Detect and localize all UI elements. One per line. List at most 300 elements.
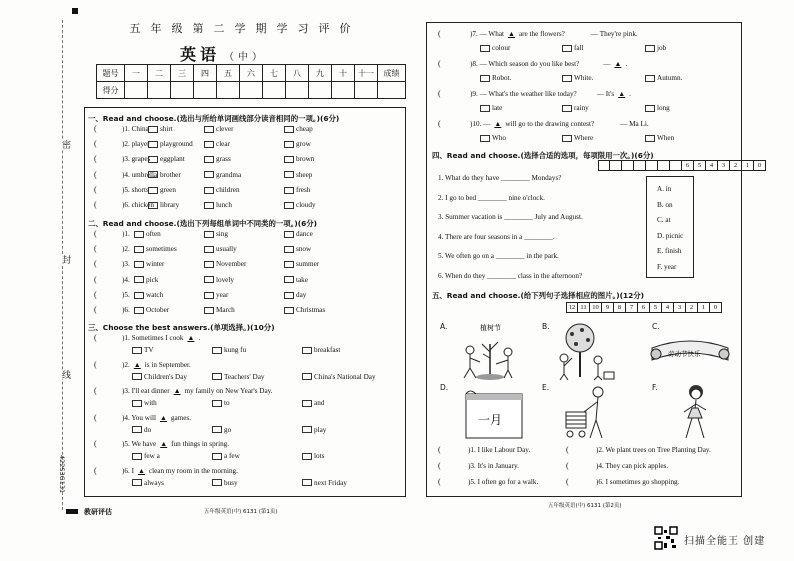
question-text-tail: — Ma Li. <box>620 120 649 128</box>
score-grid-cell: 2 <box>686 302 698 313</box>
sec2-title: 二、Read and choose.(选出下列每组单词中不同类的一项。)(6分) <box>88 219 318 228</box>
option-letter-c <box>645 75 655 82</box>
tree-planting-picture <box>452 322 522 382</box>
option-letter-a <box>134 261 144 268</box>
option-letter-b <box>204 307 214 314</box>
option-text: few a <box>144 452 160 460</box>
answer-blank-marker: ▲ <box>187 334 195 342</box>
answer-paren: ( <box>94 412 97 422</box>
option-letter-a <box>134 231 144 238</box>
option-letter-b <box>204 202 214 209</box>
option-letter-a <box>132 426 142 433</box>
option-b <box>204 140 230 150</box>
option-c <box>302 399 324 407</box>
option-b <box>204 201 232 211</box>
option-c <box>302 426 326 434</box>
option-text: dance <box>296 230 313 238</box>
score-header-cell: 六 <box>240 65 263 82</box>
option-letter-b <box>212 479 222 486</box>
option-letter-c <box>302 479 312 486</box>
score-header-cell: 九 <box>309 65 332 82</box>
option-letter-a <box>132 479 142 486</box>
pic-c-caption: 劳动节快乐 <box>668 350 701 358</box>
options-line <box>132 399 392 409</box>
question-text: )3. <box>122 260 130 269</box>
option-text: lots <box>314 452 325 460</box>
option-text: usually <box>216 245 237 254</box>
question-text: )9. — What's the weather like today? <box>470 90 577 98</box>
option-b <box>212 346 246 354</box>
pic-label-f: F. <box>652 383 658 392</box>
pic-a-caption: 植树节 <box>480 324 501 332</box>
option-letter-b <box>204 171 214 178</box>
option-letter-a <box>148 141 158 148</box>
score-grid-cell: 3 <box>718 160 730 171</box>
option-letter-b <box>204 276 214 283</box>
option-letter-b <box>562 45 572 52</box>
option-letter-a <box>480 75 490 82</box>
option-text: lunch <box>216 201 232 209</box>
score-grid-cell: 5 <box>694 160 706 171</box>
fill-blank-sentence: 1. What do they have ________ Mondays? <box>438 174 562 182</box>
option-text: library <box>160 201 180 209</box>
pic-label-b: B. <box>542 322 550 331</box>
answer-paren: ( <box>94 465 97 475</box>
question-text: )7. — What <box>470 30 505 38</box>
answer-blank-marker: ▲ <box>160 440 168 448</box>
score-blank-cell <box>171 82 194 99</box>
option-c <box>284 171 312 181</box>
score-row-label: 得分 <box>97 82 125 99</box>
question-text: )1. <box>122 230 130 238</box>
option-letter-a <box>480 135 490 142</box>
score-blank-cell <box>286 82 309 99</box>
corner-mark <box>72 8 78 14</box>
question-text: )2. <box>122 245 130 254</box>
exam-title: 五年级第二学期学习评价 <box>129 22 361 35</box>
answer-paren: ( <box>438 445 441 454</box>
answer-paren: ( <box>94 154 97 164</box>
fill-blank-sentence: 4. There are four seasons in a ________. <box>438 232 555 241</box>
answer-paren: ( <box>94 229 97 238</box>
question-text-mid: — <box>603 60 611 68</box>
score-grid-cell: 8 <box>614 302 626 313</box>
answer-paren: ( <box>438 59 441 68</box>
option-a <box>134 245 177 255</box>
question-line <box>122 361 191 371</box>
option-text: sometimes <box>146 245 177 254</box>
option-b <box>562 104 589 114</box>
answer-paren: ( <box>566 445 569 454</box>
pic-d-caption: 一月 <box>478 413 503 427</box>
option-text: kung fu <box>224 346 247 354</box>
option-a <box>148 171 181 181</box>
pic-label-d: D. <box>440 383 449 392</box>
score-grid-cell: 12 <box>566 302 578 313</box>
answer-blank-marker: ▲ <box>137 466 145 475</box>
footer-left-page: 五年级英语(中) 6131 (第1页) <box>204 509 278 515</box>
option-text: snow <box>296 245 312 254</box>
score-grid-cell: 5 <box>650 302 662 313</box>
score-blank-cell <box>309 82 332 99</box>
option-c <box>302 479 347 487</box>
option-c <box>284 291 306 301</box>
option-letter-b <box>212 373 222 380</box>
score-blank-cell <box>125 82 148 99</box>
score-grid-cell: 4 <box>706 160 718 171</box>
option-text: March <box>216 306 235 314</box>
option-text: brown <box>296 155 315 164</box>
question-text-tail: . <box>629 90 631 98</box>
sec3-title: 三、Choose the best answers.(单项选择。)(10分) <box>88 323 275 332</box>
question-text: )5. We have <box>122 440 157 448</box>
option-b <box>204 291 228 301</box>
question-line <box>122 334 200 344</box>
option-text: brother <box>160 170 181 179</box>
score-grid-cell: 9 <box>602 302 614 313</box>
question-number <box>122 186 149 196</box>
option-text: play <box>314 425 327 434</box>
question-text: )4. <box>122 275 130 284</box>
question-number <box>122 245 130 255</box>
match-sentence: )3. It's in January. <box>468 462 519 470</box>
option-letter-c <box>284 171 294 178</box>
option-letter-c <box>302 373 312 380</box>
question-line <box>470 60 627 70</box>
option-text: Autumn. <box>657 74 683 82</box>
option-text: winter <box>146 260 165 269</box>
option-letter-b <box>204 156 214 163</box>
score-grid-cell: 11 <box>578 302 590 313</box>
question-line <box>470 30 638 40</box>
question-line <box>122 467 238 477</box>
binding-line <box>62 20 63 510</box>
pic-label-c: C. <box>652 322 660 331</box>
option-text: often <box>146 230 161 238</box>
option-a <box>134 260 164 270</box>
score-grid-cell <box>598 160 610 171</box>
section-5-score-grid <box>566 302 722 313</box>
option-c <box>302 452 324 460</box>
option-text: day <box>296 290 307 299</box>
shopping-picture <box>560 382 620 442</box>
option-letter-a <box>480 45 490 52</box>
fill-blank-sentence: 5. We often go on a ________ in the park. <box>438 252 559 260</box>
option-a <box>480 74 511 84</box>
option-c <box>284 201 316 211</box>
option-text: job <box>657 44 667 52</box>
word-option: D. picnic <box>657 231 684 240</box>
option-letter-b <box>204 126 214 133</box>
score-grid-cell: 3 <box>674 302 686 313</box>
option-text: November <box>216 260 247 269</box>
fill-blank-sentence: 2. I go to bed ________ nine o'clock. <box>438 193 545 202</box>
sec1-title: 一、Read and choose.(选出与所给单词画线部分读音相同的一项。)(6分) <box>88 114 340 123</box>
option-text: clear <box>216 140 230 149</box>
option-a <box>132 399 157 407</box>
option-text: Robot. <box>492 74 512 82</box>
answer-paren: ( <box>94 124 97 133</box>
question-line <box>470 90 631 100</box>
option-letter-c <box>645 45 655 52</box>
score-grid-cell: 7 <box>626 302 638 313</box>
score-blank-cell <box>378 82 406 99</box>
answer-paren: ( <box>438 477 441 486</box>
option-b <box>562 44 584 54</box>
score-grid-cell: 6 <box>638 302 650 313</box>
word-option: F. year <box>657 262 677 271</box>
option-c <box>284 276 308 286</box>
question-text-tail: my family on New Year's Day. <box>184 387 273 395</box>
option-letter-b <box>204 141 214 148</box>
answer-paren: ( <box>438 89 441 98</box>
answer-paren: ( <box>94 439 97 448</box>
option-letter-b <box>204 261 214 268</box>
score-header-cell: 十 <box>332 65 355 82</box>
question-text: )6. chicken <box>122 201 154 209</box>
answer-blank-marker: ▲ <box>618 90 626 98</box>
subject-title: 英语 （中） <box>180 45 267 64</box>
question-text-mid: are the flowers? <box>518 30 565 38</box>
question-text: )6. <box>122 306 130 314</box>
answer-paren: ( <box>94 200 97 209</box>
section-4-score-grid <box>598 160 766 171</box>
option-letter-c <box>284 141 294 148</box>
option-a <box>132 426 151 434</box>
score-header-cell: 成绩 <box>378 65 406 82</box>
option-letter-a <box>132 453 142 460</box>
option-text: Teachers' Day <box>224 372 265 381</box>
option-letter-a <box>148 202 158 209</box>
option-letter-b <box>562 135 572 142</box>
option-a <box>134 306 169 316</box>
answer-paren: ( <box>94 184 97 194</box>
question-line <box>122 387 273 397</box>
option-letter-b <box>212 453 222 460</box>
qr-code-icon <box>654 526 678 550</box>
option-letter-b <box>562 75 572 82</box>
question-text-mid: will go to the drawing contest? <box>505 120 595 128</box>
option-text: Where <box>574 134 594 142</box>
section-4-title: 四、Read and choose.(选择合适的选项，每项限用一次。)(6分) <box>432 151 654 160</box>
question-text: )4. You will <box>122 413 156 422</box>
option-text: year <box>216 290 229 299</box>
question-text: )8. — Which season do you like best? <box>470 60 580 68</box>
option-letter-c <box>645 105 655 112</box>
answer-blank-marker: ▲ <box>508 30 515 38</box>
answer-paren: ( <box>94 305 97 314</box>
option-b <box>212 426 231 434</box>
option-text: White. <box>574 74 594 82</box>
option-c <box>645 44 666 54</box>
answer-paren: ( <box>94 274 97 284</box>
answer-blank-marker: ▲ <box>173 387 181 395</box>
question-text: )5. shorts <box>122 185 149 194</box>
calendar-picture <box>460 386 532 442</box>
question-text: )3. I'll eat dinner <box>122 387 170 395</box>
option-text: watch <box>146 290 164 299</box>
match-sentence: )5. I often go for a walk. <box>468 478 539 486</box>
option-text: fall <box>574 44 584 52</box>
question-number <box>122 140 150 150</box>
answer-blank-marker: ▲ <box>159 413 167 422</box>
option-a <box>132 346 154 354</box>
option-text: busy <box>224 478 238 487</box>
option-c <box>302 346 340 354</box>
match-sentence: )4. They can pick apples. <box>596 462 669 470</box>
answer-paren: ( <box>94 386 97 395</box>
score-grid-cell: 6 <box>682 160 694 171</box>
word-option: A. in <box>657 185 672 193</box>
score-header-cell: 五 <box>217 65 240 82</box>
option-a <box>132 479 164 487</box>
option-b <box>212 479 238 487</box>
score-grid-cell: 10 <box>590 302 602 313</box>
question-number <box>122 125 149 135</box>
option-letter-b <box>204 246 214 253</box>
question-text-tail: . <box>625 60 628 68</box>
option-letter-b <box>562 105 572 112</box>
option-letter-b <box>204 187 214 194</box>
option-text: When <box>657 134 675 142</box>
option-text: Christmas <box>296 306 326 314</box>
option-b <box>204 276 234 286</box>
option-c <box>284 140 311 150</box>
option-a <box>132 452 160 460</box>
word-option: E. finish <box>657 247 682 255</box>
question-number <box>122 306 130 316</box>
option-letter-a <box>132 347 142 354</box>
word-option: C. at <box>657 216 671 224</box>
option-letter-b <box>204 231 214 238</box>
question-text: )3. grapes <box>122 155 151 164</box>
option-text: cheap <box>296 125 313 133</box>
option-letter-c <box>284 246 294 253</box>
option-letter-c <box>645 135 655 142</box>
score-header-cell: 十一 <box>355 65 378 82</box>
question-text-mid: — It's <box>596 90 615 98</box>
question-text: )1. Sometimes I cook <box>122 334 184 342</box>
score-header-cell: 四 <box>194 65 217 82</box>
option-letter-c <box>284 156 294 163</box>
score-blank-cell <box>240 82 263 99</box>
option-a <box>480 104 502 114</box>
option-letter-c <box>284 276 294 283</box>
score-header-cell: 七 <box>263 65 286 82</box>
option-c <box>284 186 310 196</box>
score-grid-cell: 1 <box>742 160 754 171</box>
score-grid-cell <box>658 160 670 171</box>
option-c <box>284 245 311 255</box>
score-grid-cell <box>670 160 682 171</box>
option-a <box>132 373 187 381</box>
option-a <box>148 186 176 196</box>
score-grid-cell <box>634 160 646 171</box>
option-text: children <box>216 185 240 194</box>
option-text: breakfast <box>314 346 341 354</box>
option-letter-c <box>284 126 294 133</box>
option-letter-a <box>148 171 158 178</box>
option-letter-b <box>204 292 214 299</box>
left-page-panel <box>84 107 406 497</box>
footer-brand: 教研评估 <box>84 508 112 516</box>
option-text: next Friday <box>314 478 347 487</box>
question-text-tail: — They're pink. <box>590 30 638 38</box>
question-text: )10. — <box>470 120 491 128</box>
question-line <box>122 440 229 450</box>
question-text: )5. <box>122 290 130 299</box>
option-letter-a <box>134 246 144 253</box>
seal-char-3: 线 <box>60 370 70 379</box>
pic-label-a: A. <box>440 322 448 331</box>
pic-label-e: E. <box>542 383 550 392</box>
option-a <box>148 201 179 211</box>
option-letter-b <box>212 400 222 407</box>
apple-picking-picture <box>548 322 618 382</box>
answer-paren: ( <box>438 461 441 470</box>
section-5-title: 五、Read and choose.(给下列句子选择相应的图片。)(12分) <box>432 291 645 300</box>
option-b <box>562 134 593 144</box>
question-number <box>122 276 130 286</box>
question-text: )1. China <box>122 125 149 133</box>
answer-paren: ( <box>438 119 441 128</box>
option-letter-a <box>134 276 144 283</box>
option-text: do <box>144 425 152 434</box>
option-text: TV <box>144 346 154 354</box>
option-b <box>204 260 246 270</box>
question-number <box>122 291 130 301</box>
question-text-tail: . <box>198 334 201 342</box>
option-text: China's National Day <box>314 372 376 381</box>
fill-blank-sentence: 6. When do they ________ class in the afternoon? <box>438 271 583 280</box>
option-a <box>148 125 173 135</box>
option-text: grandma <box>216 170 242 179</box>
option-c <box>284 230 313 240</box>
question-text: )2. player <box>122 140 150 149</box>
score-grid-cell: 0 <box>710 302 722 313</box>
score-blank-cell <box>194 82 217 99</box>
score-grid-cell: 1 <box>698 302 710 313</box>
option-c <box>645 104 670 114</box>
option-text: sheep <box>296 170 313 179</box>
score-grid-cell <box>622 160 634 171</box>
option-text: playground <box>160 140 193 149</box>
answer-paren: ( <box>94 289 97 299</box>
option-letter-c <box>284 202 294 209</box>
option-text: Children's Day <box>144 372 188 381</box>
score-grid-cell: 4 <box>662 302 674 313</box>
option-text: lovely <box>216 275 234 284</box>
option-text: a few <box>224 452 240 460</box>
question-number <box>122 155 150 165</box>
option-a <box>134 276 158 286</box>
word-option: B. on <box>657 200 673 209</box>
options-line <box>132 479 392 489</box>
option-text: always <box>144 478 164 487</box>
option-text: shirt <box>160 125 173 133</box>
score-table <box>96 64 406 99</box>
option-letter-a <box>148 156 158 163</box>
option-letter-a <box>132 400 142 407</box>
option-a <box>480 44 510 54</box>
seal-char-1: 密 <box>60 140 70 149</box>
score-header-cell: 一 <box>125 65 148 82</box>
option-c <box>284 306 325 316</box>
option-c <box>302 373 376 381</box>
option-text: eggplant <box>160 155 185 164</box>
option-a <box>148 155 185 165</box>
score-blank-cell <box>263 82 286 99</box>
